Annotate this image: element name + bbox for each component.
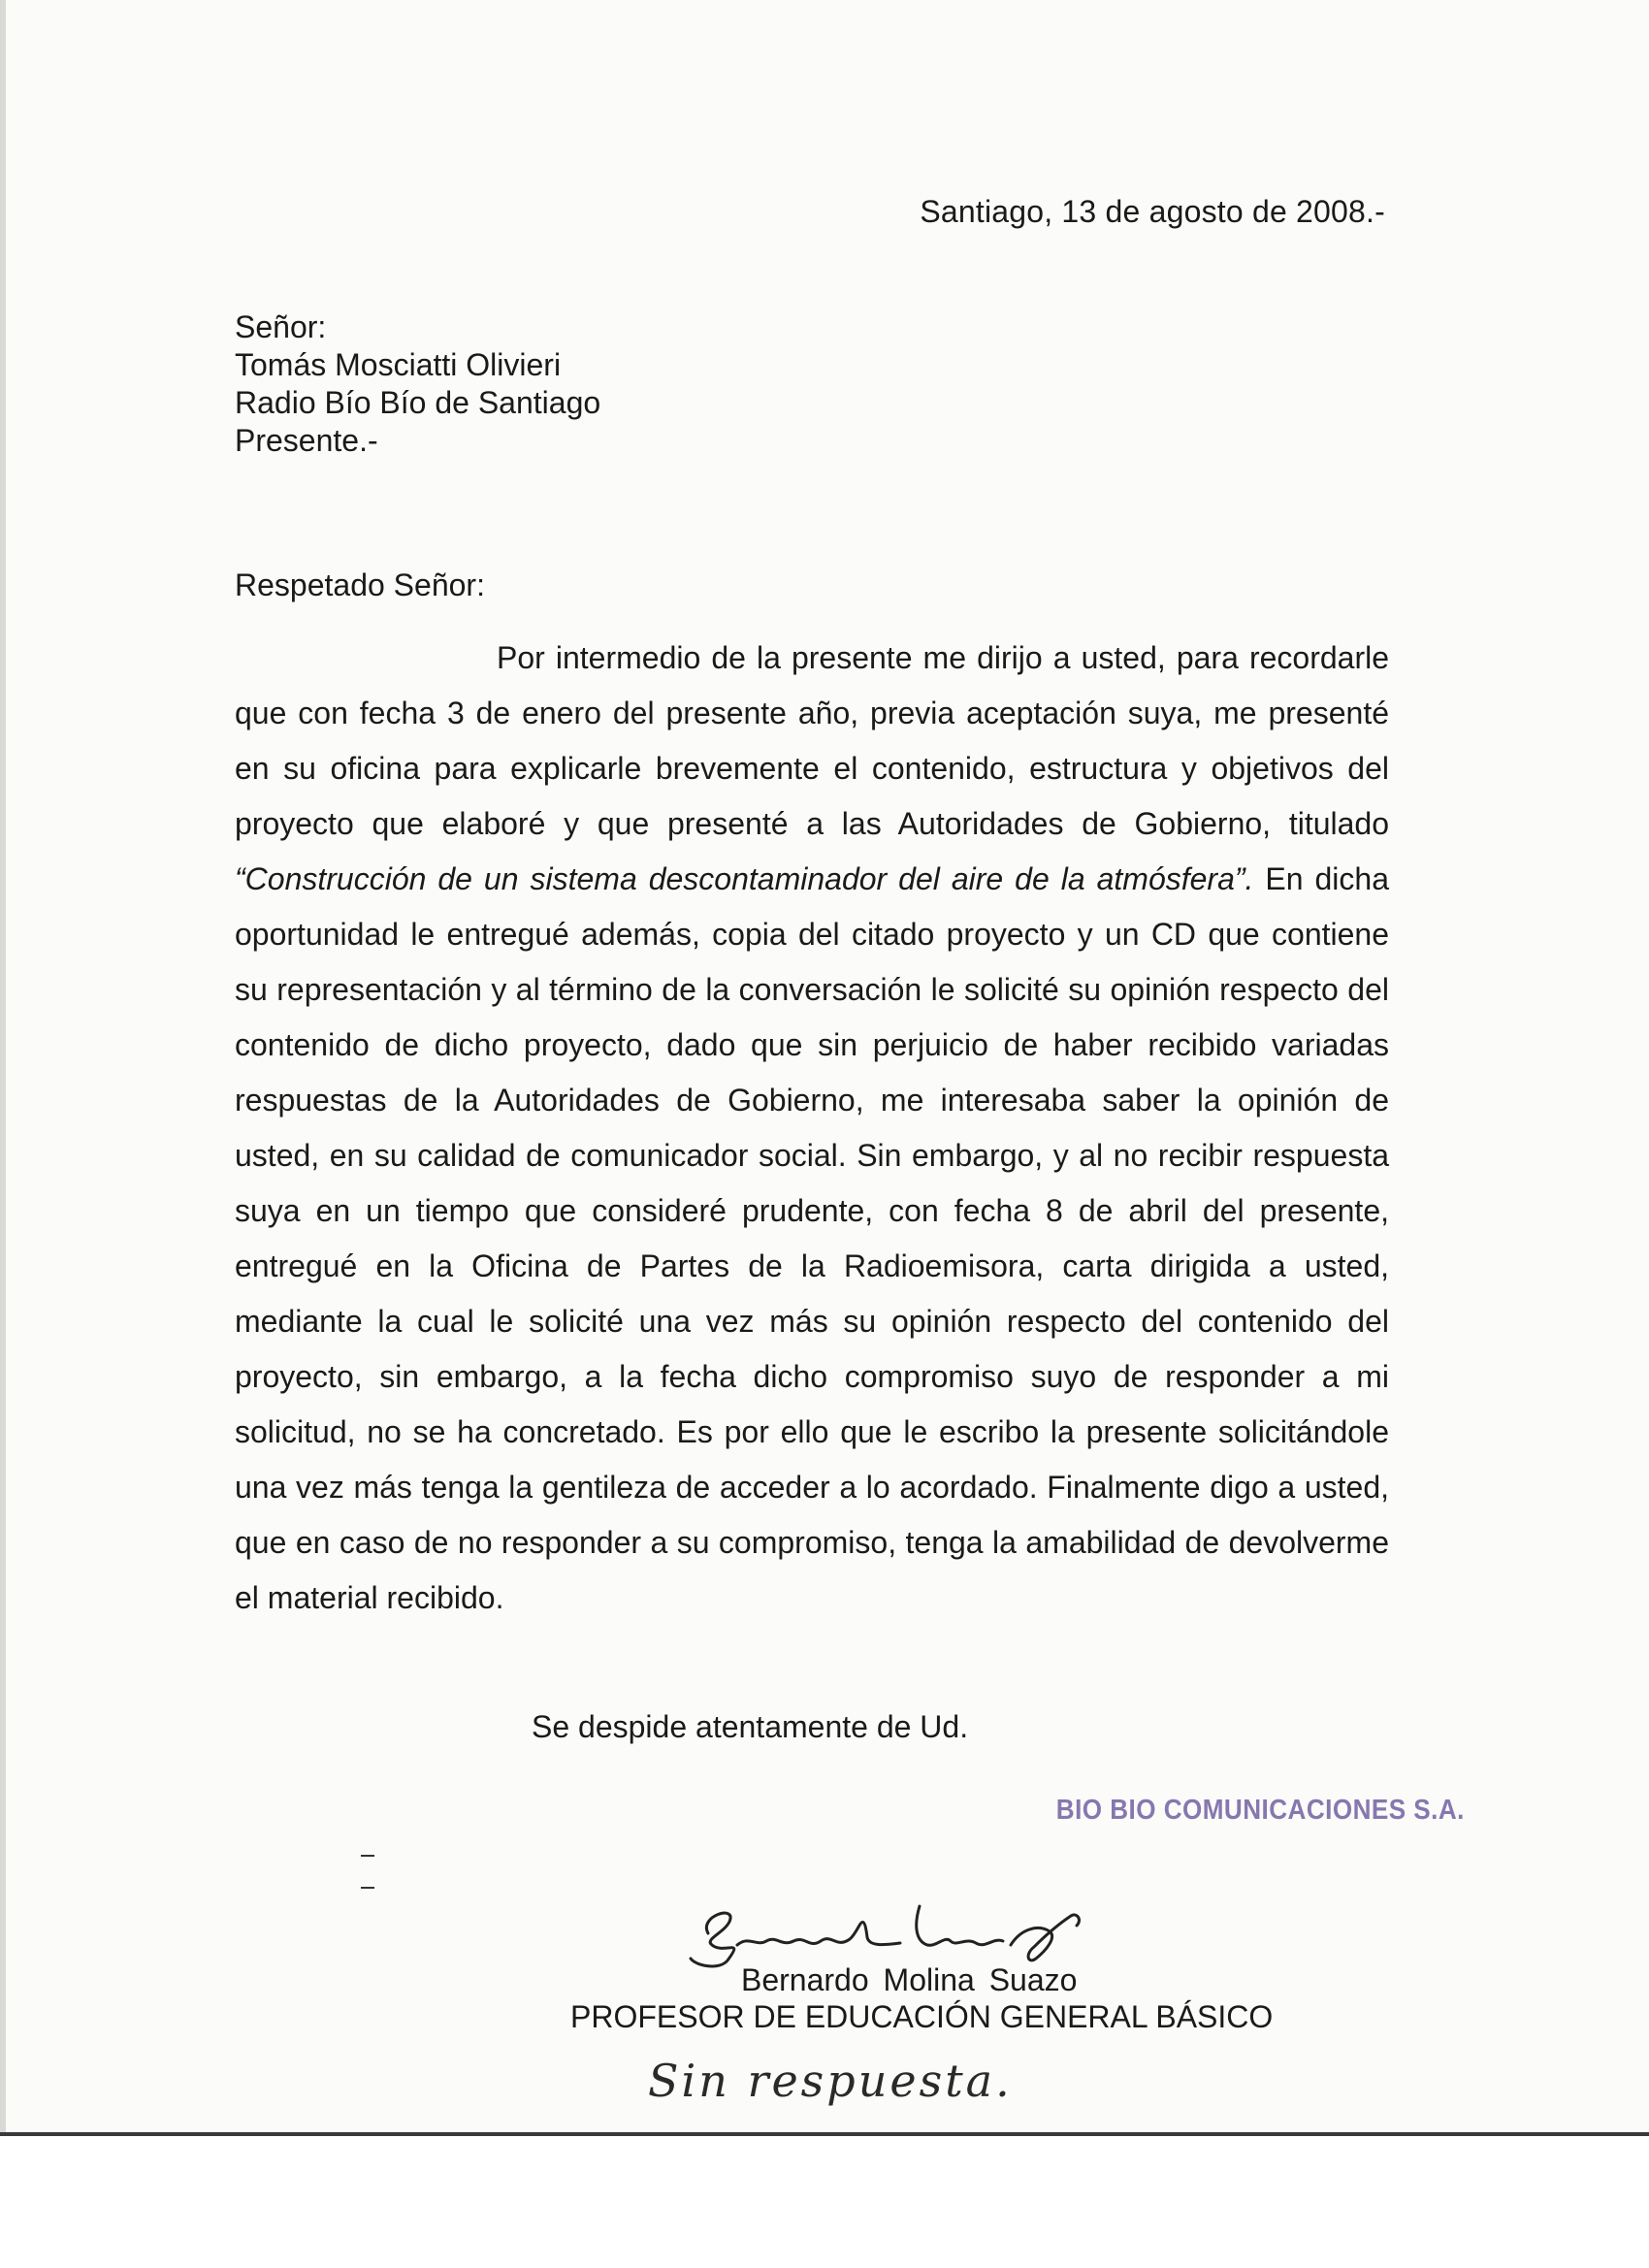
recipient-presente: Presente.-	[235, 423, 378, 458]
project-title: “Construcción de un sistema descontaminador del aire de la atmósfera”.	[235, 861, 1254, 896]
recipient-title: Señor:	[235, 309, 327, 344]
scan-bottom-area	[0, 2136, 1649, 2268]
signer-name: Bernardo Molina Suazo	[741, 1962, 1078, 1997]
recipient-name: Tomás Mosciatti Olivieri	[235, 347, 562, 382]
body-part-2: En dicha oportunidad le entregué además, copia del citado proyecto y un CD que contiene su representación y al término de la conversación le solicité su opinión respecto del contenido de dicho proyecto, dado que sin perjuicio de haber recibido variadas respuestas de la Autoridades de Gobierno, me interesaba saber la opinión de usted, en su calidad de comunicador social. Sin embargo, y al no recibir respuesta suya en un tiempo que consideré prudente, con fecha 8 de abril del presente, entregué en la Oficina de Partes de la Radioemisora, carta dirigida a usted, mediante la cual le solicité una vez más su opinión respecto del contenido del proyecto, sin embargo, a la fecha dicho compromiso suyo de responder a mi solicitud, no se ha concretado. Es por ello que le escribo la presente solicitándole una vez más tenga la gentileza de acceder a lo acordado. Finalmente digo a usted, que en caso de no responder a su compromiso, tenga la amabilidad de devolverme el material recibido.	[235, 861, 1390, 1615]
signer-title: PROFESOR DE EDUCACIÓN GENERAL BÁSICO	[570, 1999, 1274, 2034]
handwritten-signature	[669, 1877, 1135, 1974]
handwritten-note: Sin respuesta.	[648, 2055, 1013, 2107]
letter-body	[235, 631, 1389, 1626]
closing-line: Se despide atentamente de Ud.	[532, 1709, 969, 1744]
letter-date: Santiago, 13 de agosto de 2008.-	[920, 194, 1385, 229]
body-part-1: Por intermedio de la presente me dirijo a usted, para recordarle que con fecha 3 de enero del presente año, previa aceptación suya, me presenté en su oficina para explicarle brevemente el contenido, estructura y objetivos del proyecto que elaboré y que presenté a las Autoridades de Gobierno, titulado	[235, 640, 1389, 841]
company-stamp: BIO BIO COMUNICACIONES S.A.	[1055, 1795, 1465, 1826]
margin-mark	[361, 1887, 374, 1889]
scan-edge	[0, 0, 6, 2268]
margin-mark	[361, 1855, 374, 1857]
recipient-organization: Radio Bío Bío de Santiago	[235, 385, 601, 420]
salutation: Respetado Señor:	[235, 567, 485, 602]
recipient-address	[235, 308, 600, 460]
